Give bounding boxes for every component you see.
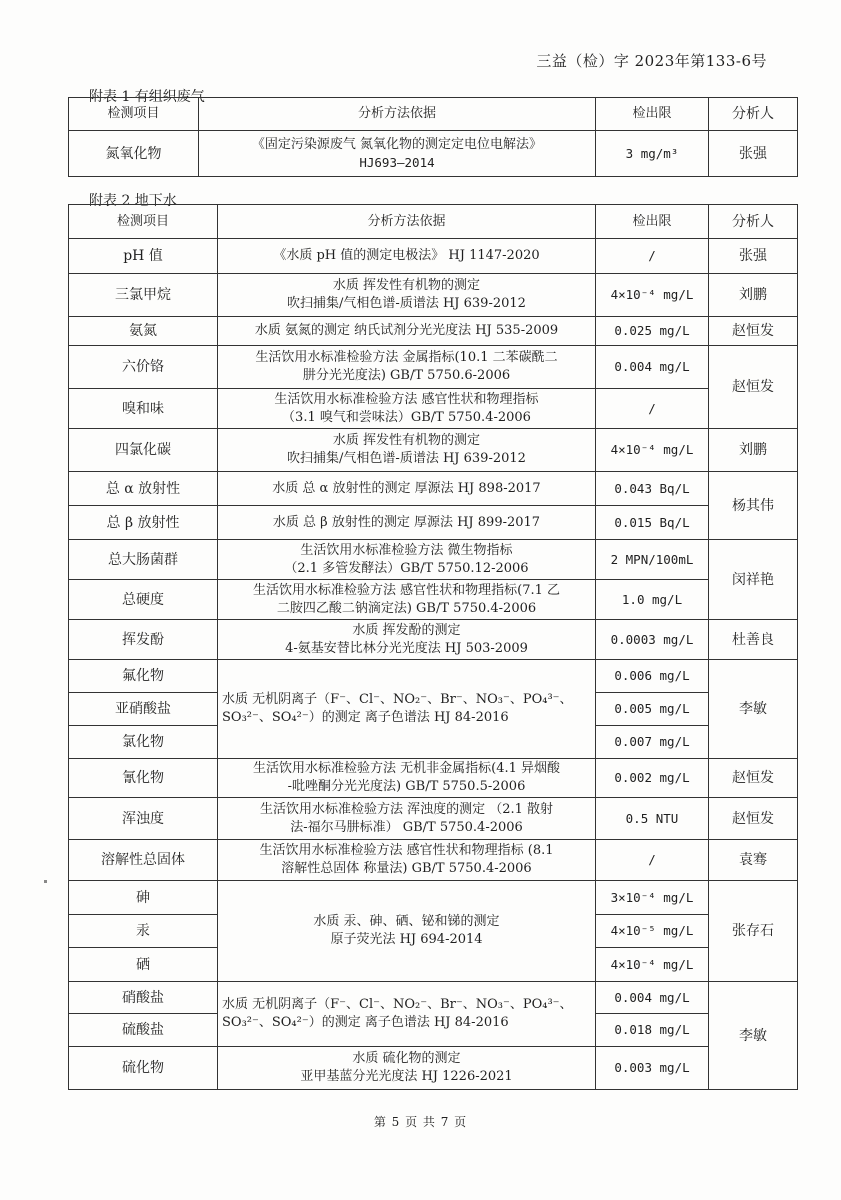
limit-cell: 0.015 Bq/L (596, 506, 709, 540)
table1-caption: 附表 1 有组织废气 (89, 89, 205, 105)
limit-cell: 4×10⁻⁴ mg/L (596, 274, 709, 317)
item-cell: 三氯甲烷 (69, 274, 218, 317)
item-cell: 浑浊度 (69, 798, 218, 840)
limit-cell: 0.043 Bq/L (596, 472, 709, 506)
method-cell: 生活饮用水标准检验方法 无机非金属指标(4.1 异烟酸 -吡唑酮分光光度法) GB/T 5750.5-2006 (218, 759, 596, 798)
limit-cell: 2 MPN/100mL (596, 540, 709, 580)
item-cell: 氮氧化物 (69, 131, 199, 177)
item-cell: 总大肠菌群 (69, 540, 218, 580)
table-header-row (69, 98, 798, 131)
header-cell: 分析人 (709, 205, 798, 239)
item-cell: 硫化物 (69, 1047, 218, 1090)
table-header-row (69, 205, 798, 239)
limit-cell: 0.005 mg/L (596, 693, 709, 726)
limit-cell: 0.5 NTU (596, 798, 709, 840)
analyst-cell: 刘鹏 (709, 274, 798, 317)
document-number: 三益（检）字 2023年第133-6号 (536, 52, 767, 70)
table-row (69, 472, 798, 506)
method-cell: 水质 氨氮的测定 纳氏试剂分光光度法 HJ 535-2009 (218, 317, 596, 346)
item-cell: 总 β 放射性 (69, 506, 218, 540)
item-cell: 氟化物 (69, 660, 218, 693)
limit-cell: 3 mg/m³ (596, 131, 709, 177)
analyst-cell: 李敏 (709, 982, 798, 1090)
limit-cell: 0.0003 mg/L (596, 620, 709, 660)
method-cell: 《水质 pH 值的测定电极法》 HJ 1147-2020 (218, 239, 596, 274)
limit-cell: 4×10⁻⁴ mg/L (596, 429, 709, 472)
table-row (69, 389, 798, 429)
method-cell: 水质 无机阴离子（F⁻、Cl⁻、NO₂⁻、Br⁻、NO₃⁻、PO₄³⁻、 SO₃²⁻、SO₄²⁻）的测定 离子色谱法 HJ 84-2016 (218, 982, 596, 1047)
item-cell: 总硬度 (69, 580, 218, 620)
method-cell: 水质 汞、砷、硒、铋和锑的测定 原子荧光法 HJ 694-2014 (218, 881, 596, 982)
item-cell: 溶解性总固体 (69, 840, 218, 881)
item-cell: 四氯化碳 (69, 429, 218, 472)
limit-cell: / (596, 239, 709, 274)
item-cell: 砷 (69, 881, 218, 915)
item-cell: 汞 (69, 915, 218, 948)
method-cell: 水质 总 α 放射性的测定 厚源法 HJ 898-2017 (218, 472, 596, 506)
header-cell: 检测项目 (69, 98, 199, 131)
header-cell: 检出限 (596, 98, 709, 131)
table-row (69, 1047, 798, 1090)
item-cell: 氯化物 (69, 726, 218, 759)
item-cell: pH 值 (69, 239, 218, 274)
analyst-cell: 杨其伟 (709, 472, 798, 540)
limit-cell: 0.004 mg/L (596, 346, 709, 389)
analyst-cell: 刘鹏 (709, 429, 798, 472)
analyst-cell: 杜善良 (709, 620, 798, 660)
limit-cell: 4×10⁻⁵ mg/L (596, 915, 709, 948)
table-row (69, 346, 798, 389)
table-row (69, 540, 798, 580)
method-cell: 水质 挥发性有机物的测定 吹扫捕集/气相色谱-质谱法 HJ 639-2012 (218, 274, 596, 317)
limit-cell: 0.025 mg/L (596, 317, 709, 346)
table-row (69, 798, 798, 840)
item-cell: 硒 (69, 948, 218, 982)
analyst-cell: 张强 (709, 239, 798, 274)
analyst-cell: 赵恒发 (709, 317, 798, 346)
header-cell: 分析方法依据 (199, 98, 596, 131)
header-cell: 检出限 (596, 205, 709, 239)
analyst-cell: 李敏 (709, 660, 798, 759)
method-cell: 水质 总 β 放射性的测定 厚源法 HJ 899-2017 (218, 506, 596, 540)
analyst-cell: 袁骞 (709, 840, 798, 881)
table-row (69, 274, 798, 317)
limit-cell: 0.003 mg/L (596, 1047, 709, 1090)
method-cell: 生活饮用水标准检验方法 浑浊度的测定 （2.1 散射 法-福尔马肼标准） GB/T 5750.4-2006 (218, 798, 596, 840)
table-row (69, 317, 798, 346)
limit-cell: 0.004 mg/L (596, 982, 709, 1014)
analyst-cell: 赵恒发 (709, 759, 798, 798)
limit-cell: 0.006 mg/L (596, 660, 709, 693)
table-row (69, 620, 798, 660)
header-cell: 分析人 (709, 98, 798, 131)
method-cell: 水质 硫化物的测定 亚甲基蓝分光光度法 HJ 1226-2021 (218, 1047, 596, 1090)
item-cell: 挥发酚 (69, 620, 218, 660)
analyst-cell: 赵恒发 (709, 346, 798, 429)
item-cell: 嗅和味 (69, 389, 218, 429)
header-cell: 分析方法依据 (218, 205, 596, 239)
item-cell: 总 α 放射性 (69, 472, 218, 506)
item-cell: 氨氮 (69, 317, 218, 346)
limit-cell: / (596, 389, 709, 429)
table-row (69, 131, 798, 177)
limit-cell: 0.018 mg/L (596, 1014, 709, 1047)
table2-caption: 附表 2 地下水 (89, 193, 177, 209)
groundwater-table (68, 204, 798, 1090)
table-row (69, 580, 798, 620)
table-row (69, 982, 798, 1014)
table-row (69, 840, 798, 881)
limit-cell: 3×10⁻⁴ mg/L (596, 881, 709, 915)
limit-cell: 0.002 mg/L (596, 759, 709, 798)
method-cell: 水质 挥发性有机物的测定 吹扫捕集/气相色谱-质谱法 HJ 639-2012 (218, 429, 596, 472)
table-row (69, 506, 798, 540)
method-cell: 生活饮用水标准检验方法 感官性状和物理指标 （3.1 嗅气和尝味法）GB/T 5750.4-2006 (218, 389, 596, 429)
item-cell: 硫酸盐 (69, 1014, 218, 1047)
header-cell: 检测项目 (69, 205, 218, 239)
table-row (69, 759, 798, 798)
analyst-cell: 赵恒发 (709, 798, 798, 840)
table-row (69, 429, 798, 472)
item-cell: 氰化物 (69, 759, 218, 798)
analyst-cell: 闵祥艳 (709, 540, 798, 620)
method-cell: 生活饮用水标准检验方法 金属指标(10.1 二苯碳酰二 肼分光光度法) GB/T 5750.6-2006 (218, 346, 596, 389)
limit-cell: / (596, 840, 709, 881)
organized-exhaust-gas-table (68, 97, 798, 177)
limit-cell: 4×10⁻⁴ mg/L (596, 948, 709, 982)
table-row (69, 881, 798, 915)
method-cell: 《固定污染源废气 氮氧化物的测定定电位电解法》 HJ693—2014 (199, 131, 596, 177)
analyst-cell: 张强 (709, 131, 798, 177)
table-row (69, 660, 798, 693)
page-footer: 第 5 页 共 7 页 (373, 1115, 468, 1129)
item-cell: 六价铬 (69, 346, 218, 389)
item-cell: 硝酸盐 (69, 982, 218, 1014)
table-row (69, 239, 798, 274)
method-cell: 生活饮用水标准检验方法 微生物指标 （2.1 多管发酵法）GB/T 5750.12-2006 (218, 540, 596, 580)
method-cell: 生活饮用水标准检验方法 感官性状和物理指标 (8.1 溶解性总固体 称量法) GB/T 5750.4-2006 (218, 840, 596, 881)
limit-cell: 1.0 mg/L (596, 580, 709, 620)
method-cell: 水质 挥发酚的测定 4-氨基安替比林分光光度法 HJ 503-2009 (218, 620, 596, 660)
method-cell: 水质 无机阴离子（F⁻、Cl⁻、NO₂⁻、Br⁻、NO₃⁻、PO₄³⁻、 SO₃²⁻、SO₄²⁻）的测定 离子色谱法 HJ 84-2016 (218, 660, 596, 759)
method-cell: 生活饮用水标准检验方法 感官性状和物理指标(7.1 乙 二胺四乙酸二钠滴定法) GB/T 5750.4-2006 (218, 580, 596, 620)
analyst-cell: 张存石 (709, 881, 798, 982)
limit-cell: 0.007 mg/L (596, 726, 709, 759)
item-cell: 亚硝酸盐 (69, 693, 218, 726)
scan-mark (44, 880, 47, 883)
